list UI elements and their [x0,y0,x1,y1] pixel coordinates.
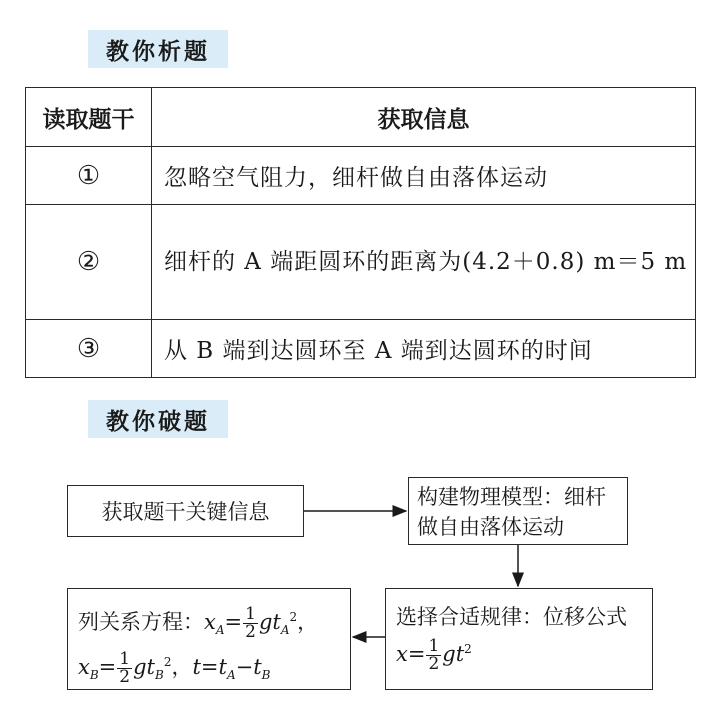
header-read-stem: 读取题干 [26,88,152,147]
fraction-half: $\frac{1}{2}$ [245,604,256,642]
flow-text: 选择合适规律：位移公式 [396,605,627,629]
fraction-half: $\frac{1}{2}$ [119,649,131,688]
flow-box-obtain-info [67,485,304,537]
fraction-half: $\frac{1}{2}$ [428,636,440,674]
flow-box-physics-model [408,477,628,545]
formula-sup: 2 [464,642,472,656]
equation-line-2: $x_B=$ $\frac{1}{2}$ $gt_B^2$，$t=t_A-t_B$ [78,649,271,688]
row-text: 细杆的 A 端距圆环的距离为(4.2＋0.8) m＝5 m [152,205,696,320]
row-number: ③ [26,320,152,378]
formula-term: gt [442,642,465,666]
formula-eq: = [407,642,426,666]
flow-text: 构建物理模型：细杆做自由落体运动 [417,485,606,539]
flow-box-choose-law [385,588,653,690]
row-number: ① [26,147,152,205]
flow-text: 获取题干关键信息 [101,500,270,524]
section-title-analysis: 教你析题 [88,30,228,68]
row-text: 忽略空气阻力，细杆做自由落体运动 [152,147,696,205]
formula-var: x [396,642,408,666]
equation-line-1: 列关系方程：$x_A=$ $\frac{1}{2}$ $gt_A^2$， [78,604,319,642]
row-number: ② [26,205,152,320]
header-get-info: 获取信息 [152,88,696,147]
section-title-solve: 教你破题 [88,400,228,438]
flow-box-equations [67,588,351,690]
row-text: 从 B 端到达圆环至 A 端到达圆环的时间 [152,320,696,378]
